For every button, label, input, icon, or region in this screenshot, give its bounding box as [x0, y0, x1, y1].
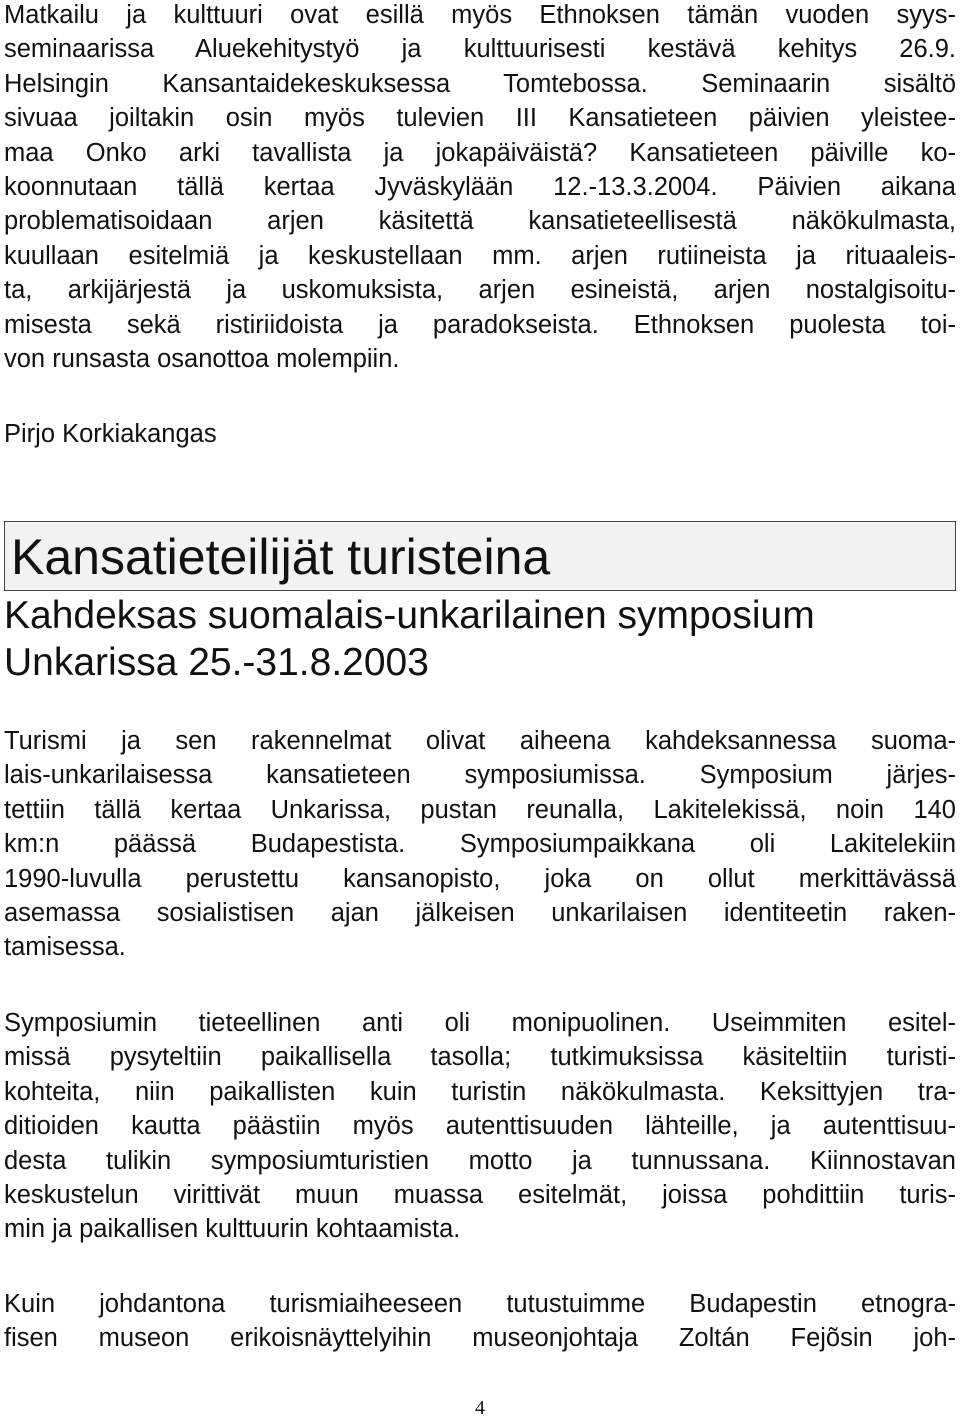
text-line: misesta sekä ristiriidoista ja paradokseista. Ethnoksen puolesta toi-: [4, 310, 956, 339]
text-line: fisen museon erikoisnäyttelyihin museonjohtaja Zoltán Fejõsin joh-: [4, 1324, 956, 1353]
text-line: maa Onko arki tavallista ja jokapäiväistä? Kansatieteen päiville ko-: [4, 138, 956, 167]
intro-paragraph: [4, 0, 956, 376]
text-line: ditioiden kautta päästiin myös autenttisuuden lähteille, ja autenttisuu-: [4, 1112, 956, 1141]
text-line: seminaarissa Aluekehitystyö ja kulttuurisesti kestävä kehitys 26.9.: [4, 35, 956, 64]
text-line: kohteita, niin paikallisten kuin turistin näkökulmasta. Keksittyjen tra-: [4, 1077, 956, 1106]
page-number: 4: [475, 1397, 485, 1419]
text-line: Helsingin Kansantaidekeskuksessa Tomtebossa. Seminaarin sisältö: [4, 69, 956, 98]
text-line: problematisoidaan arjen käsitettä kansatieteellisestä näkökulmasta,: [4, 207, 956, 236]
text-line: lais-unkarilaisessa kansatieteen symposiumissa. Symposium järjes-: [4, 761, 956, 790]
subtitle-line: Unkarissa 25.-31.8.2003: [4, 641, 429, 684]
author-signature: Pirjo Korkiakangas: [4, 420, 217, 448]
text-line: asemassa sosialistisen ajan jälkeisen unkarilaisen identiteetin raken-: [4, 898, 956, 927]
text-line: koonnutaan tällä kertaa Jyväskylään 12.-13.3.2004. Päivien aikana: [4, 172, 956, 201]
subtitle-line: Kahdeksas suomalais-unkarilainen symposium: [4, 594, 815, 637]
article-title: Kansatieteilijät turisteina: [11, 529, 551, 585]
body-paragraph-3: [4, 1006, 956, 1247]
body-paragraph-4: [4, 1287, 956, 1356]
text-line: ta, arkijärjestä ja uskomuksista, arjen esineistä, arjen nostalgisoitu-: [4, 276, 956, 305]
text-line: tettiin tällä kertaa Unkarissa, pustan reunalla, Lakitelekissä, noin 140: [4, 795, 956, 824]
text-line: Kuin johdantona turismiaiheeseen tutustuimme Budapestin etnogra-: [4, 1290, 956, 1318]
text-line: Symposiumin tieteellinen anti oli monipuolinen. Useimmiten esitel-: [4, 1009, 956, 1037]
text-line: kuullaan esitelmiä ja keskustellaan mm. arjen rutiineista ja rituaaleis-: [4, 241, 956, 270]
body-paragraph-2: [4, 724, 956, 965]
text-line: min ja paikallisen kulttuurin kohtaamista.: [4, 1215, 461, 1244]
text-line: km:n päässä Budapestista. Symposiumpaikkana oli Lakitelekiin: [4, 830, 956, 859]
text-line: sivuaa joiltakin osin myös tulevien III Kansatieteen päivien yleistee-: [4, 104, 956, 133]
text-line: von runsasta osanottoa molempiin.: [4, 344, 400, 373]
text-line: missä pysyteltiin paikallisella tasolla; tutkimuksissa käsiteltiin turisti-: [4, 1043, 956, 1072]
article-title-box: [4, 521, 956, 591]
text-line: desta tulikin symposiumturistien motto ja tunnussana. Kiinnostavan: [4, 1146, 956, 1175]
text-line: tamisessa.: [4, 933, 126, 962]
text-line: keskustelun virittivät muun muassa esitelmät, joissa pohdittiin turis-: [4, 1180, 956, 1209]
article-subtitle: [4, 592, 956, 686]
text-line: Matkailu ja kulttuuri ovat esillä myös Ethnoksen tämän vuoden syys-: [4, 1, 956, 29]
text-line: 1990-luvulla perustettu kansanopisto, joka on ollut merkittävässä: [4, 864, 956, 893]
text-line: Turismi ja sen rakennelmat olivat aiheena kahdeksannessa suoma-: [4, 727, 956, 755]
